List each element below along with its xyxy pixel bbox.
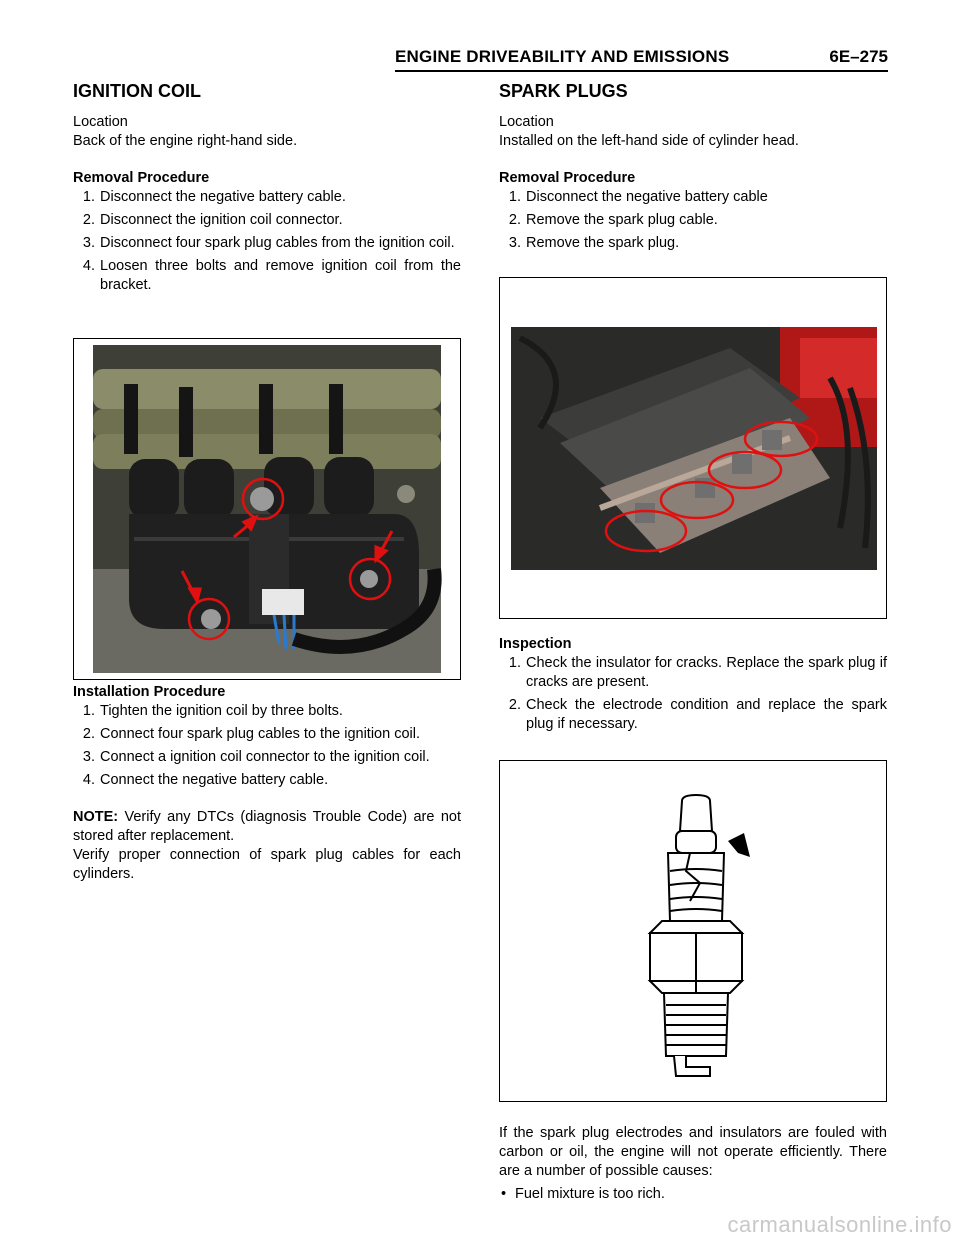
list-item: 4. Loosen three bolts and remove ignition coil from the bracket. bbox=[82, 258, 461, 293]
list-item: 3. Remove the spark plug. bbox=[508, 235, 680, 251]
list-item: • Fuel mixture is too rich. bbox=[501, 1186, 665, 1202]
location-text: Installed on the left-hand side of cylinder head. bbox=[499, 133, 799, 149]
list-item: 3. Disconnect four spark plug cables from the ignition coil. bbox=[82, 235, 455, 251]
removal-heading: Removal Procedure bbox=[73, 170, 210, 186]
note-text-2: Verify proper connection of spark plug cables for each cylinders. bbox=[73, 847, 461, 882]
installation-steps bbox=[73, 702, 461, 790]
spark-plug-location-figure bbox=[499, 277, 887, 619]
removal-steps bbox=[499, 188, 887, 253]
page-number: 6E–275 bbox=[829, 47, 888, 66]
ignition-coil-figure bbox=[73, 338, 461, 680]
note-text: Verify any DTCs (diagnosis Trouble Code) are not stored after replacement. bbox=[73, 809, 461, 844]
installation-heading: Installation Procedure bbox=[73, 684, 226, 700]
ignition-coil-photo bbox=[74, 339, 460, 679]
section-heading-ignition-coil: IGNITION COIL bbox=[73, 81, 201, 101]
list-item: 4. Connect the negative battery cable. bbox=[82, 772, 329, 788]
spark-plug-inspection-figure bbox=[499, 760, 887, 1102]
list-item: 2. Remove the spark plug cable. bbox=[508, 212, 718, 228]
note bbox=[73, 808, 461, 846]
spark-plug-drawing bbox=[500, 761, 886, 1101]
engine-photo bbox=[500, 278, 886, 618]
inspection-steps bbox=[499, 654, 887, 734]
location-label: Location bbox=[73, 114, 128, 130]
watermark: carmanualsonline.info bbox=[727, 1212, 952, 1237]
causes-list bbox=[499, 1185, 887, 1204]
section-heading-spark-plugs: SPARK PLUGS bbox=[499, 81, 628, 101]
list-item: 1. Disconnect the negative battery cable bbox=[508, 189, 768, 205]
header-rule bbox=[395, 70, 888, 72]
fouled-plug-text: If the spark plug electrodes and insulators are fouled with carbon or oil, the engine will not operate efficiently. There are a number of possible causes: bbox=[499, 1125, 887, 1179]
inspection-heading: Inspection bbox=[499, 636, 572, 652]
page-header-title: ENGINE DRIVEABILITY AND EMISSIONS bbox=[395, 47, 730, 66]
list-item: 2. Disconnect the ignition coil connector. bbox=[82, 212, 343, 228]
location-label: Location bbox=[499, 114, 554, 130]
note-label: NOTE: bbox=[73, 809, 119, 825]
list-item: 1. Check the insulator for cracks. Replace the spark plug if cracks are present. bbox=[508, 655, 887, 690]
location-text: Back of the engine right-hand side. bbox=[73, 133, 298, 149]
list-item: 2. Connect four spark plug cables to the ignition coil. bbox=[82, 726, 420, 742]
list-item: 3. Connect a ignition coil connector to the ignition coil. bbox=[82, 749, 430, 765]
list-item: 1. Tighten the ignition coil by three bolts. bbox=[82, 703, 343, 719]
removal-steps bbox=[73, 188, 461, 295]
list-item: 1. Disconnect the negative battery cable. bbox=[82, 189, 346, 205]
removal-heading: Removal Procedure bbox=[499, 170, 636, 186]
list-item: 2. Check the electrode condition and replace the spark plug if necessary. bbox=[508, 697, 887, 732]
